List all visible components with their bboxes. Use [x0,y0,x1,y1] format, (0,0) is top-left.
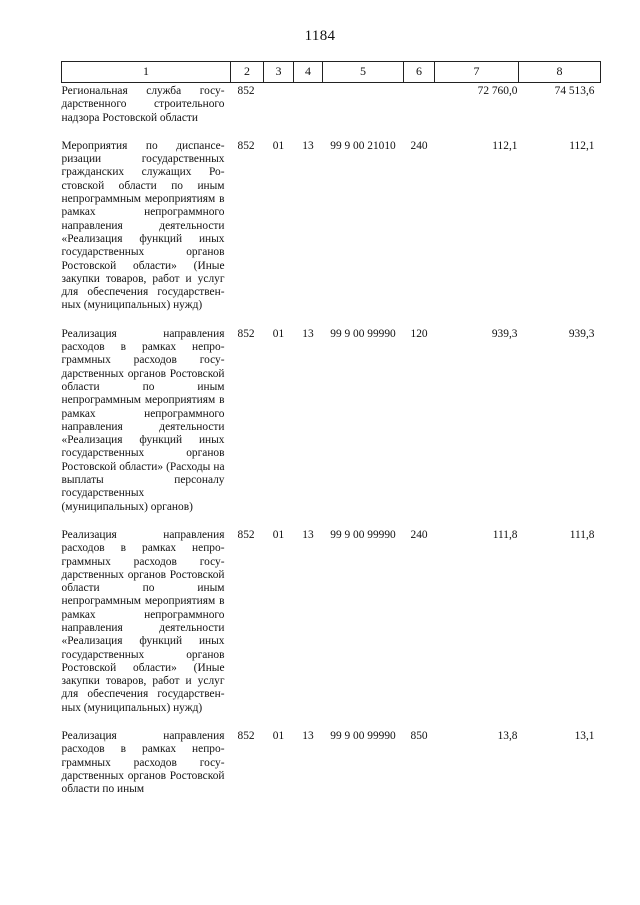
cell-department-code: 852 [237,139,255,152]
cell-target-article [323,83,404,125]
cell-target-article: 99 9 00 99990 [330,730,396,743]
cell-section [264,83,294,125]
row-description: Реализация направления расходов в рамках непрограммных расходов государственных органов Ростовской области по иным непрограммным мероприятиям в рамках непрограммного направления деятельности «Реализация функций иных государственных органов Ростовской области» (Расходы на выплаты персоналу государственных (муниципальных) органов) [61,327,225,513]
cell-expense-type [404,83,435,125]
budget-table [61,61,601,797]
table-row [62,138,601,313]
row-description: Мероприятия по диспансеризации государственных гражданских служащих Ростовской области по иным непрограммным мероприятиям в рамках непрограммного направления деятельности «Реализация функций иных государственных органов Ростовской области» (Иные закупки товаров, работ и услуг для обеспечения государственных (муниципальных) нужд) [61,139,225,312]
cell-amount-col8: 13,1 [574,730,595,743]
cell-subsection: 13 [302,730,314,743]
cell-subsection: 13 [302,528,314,541]
cell-target-article: 99 9 00 21010 [330,139,396,152]
cell-amount-col8: 111,8 [569,528,595,541]
table-row [62,83,601,125]
table-row [62,326,601,514]
cell-department-code: 852 [237,85,255,97]
cell-section: 01 [272,730,285,743]
cell-amount-col8: 939,3 [568,327,595,340]
column-header: 3 [264,62,294,83]
cell-section: 01 [272,327,285,340]
row-description: Реализация направления расходов в рамках непрограммных расходов государственных органов Ростовской области по иным [61,730,225,796]
column-header: 7 [435,62,519,83]
row-description: Реализация направления расходов в рамках непрограммных расходов государственных органов Ростовской области по иным непрограммным мероприятиям в рамках непрограммного направления деятельности «Реализация функций иных государственных органов Ростовской области» (Иные закупки товаров, работ и услуг для обеспечения государственных (муниципальных) нужд) [61,528,225,714]
table-row [62,527,601,715]
cell-subsection [294,83,323,125]
cell-amount-col7: 939,3 [491,327,518,340]
cell-amount-col7: 112,1 [492,139,518,152]
cell-amount-col8: 74 513,6 [554,85,595,97]
cell-expense-type: 240 [410,139,428,152]
row-description: Региональная служба государственного строительного надзора Ростовской области [61,85,225,124]
cell-subsection: 13 [302,327,314,340]
cell-amount-col7: 111,8 [492,528,518,541]
cell-expense-type: 850 [410,730,428,743]
cell-target-article: 99 9 00 99990 [330,327,396,340]
cell-amount-col8: 112,1 [569,139,595,152]
cell-subsection: 13 [302,139,314,152]
cell-expense-type: 120 [410,327,428,340]
cell-department-code: 852 [237,528,255,541]
column-header: 5 [323,62,404,83]
cell-department-code: 852 [237,730,255,743]
column-header: 8 [519,62,601,83]
column-header: 1 [62,62,231,83]
table-row [62,728,601,796]
cell-department-code: 852 [237,327,255,340]
column-header: 4 [294,62,323,83]
page-number: 1184 [304,28,336,44]
cell-target-article: 99 9 00 99990 [330,528,396,541]
table-header-row [62,62,601,83]
cell-section: 01 [272,139,285,152]
column-header: 2 [231,62,264,83]
column-header: 6 [404,62,435,83]
cell-expense-type: 240 [410,528,428,541]
cell-amount-col7: 72 760,0 [477,85,518,97]
cell-section: 01 [272,528,285,541]
cell-amount-col7: 13,8 [497,730,518,743]
